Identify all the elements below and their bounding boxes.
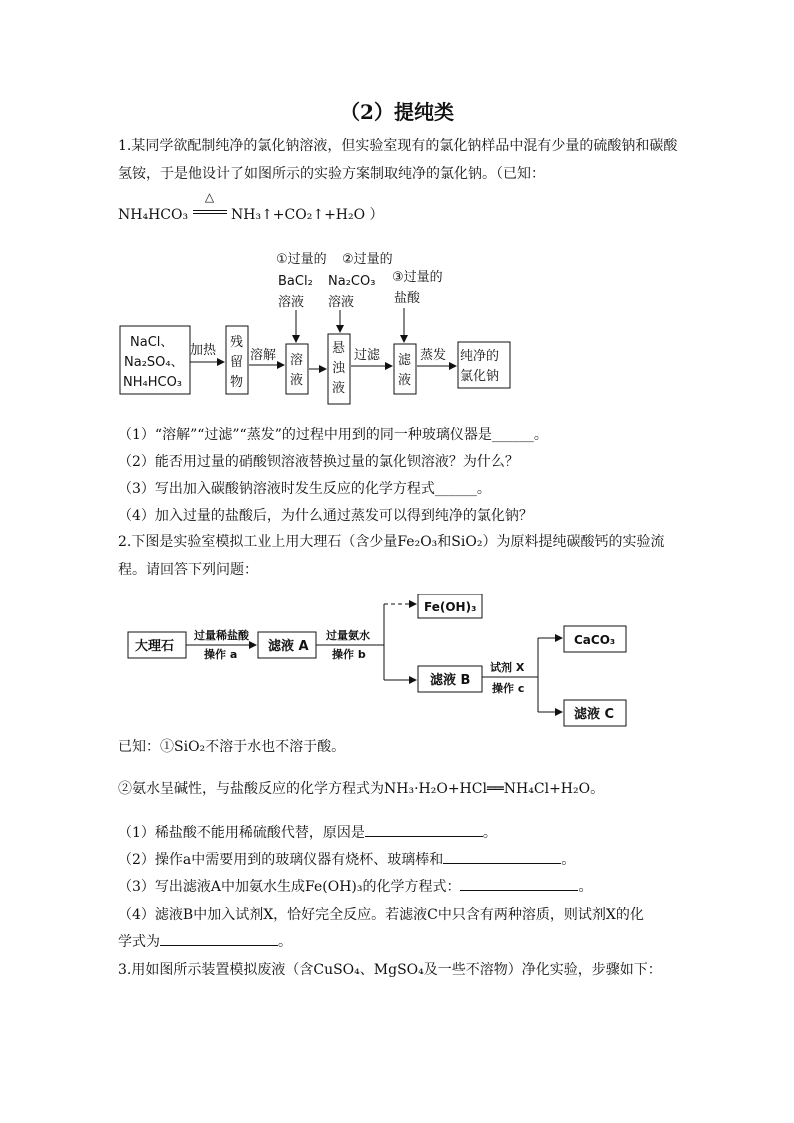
filtrate-char-1: 滤 <box>398 353 412 368</box>
step2-reagent: 过量氨水 <box>326 629 370 642</box>
reagent3-label: ③过量的 <box>392 270 443 285</box>
start-line-1: NaCl、 <box>130 335 174 350</box>
start-line-2: Na₂SO₄、 <box>124 355 184 370</box>
reagent2-label: ②过量的 <box>342 252 393 267</box>
reagent2-form: 溶液 <box>328 295 355 310</box>
reagent2-chem: Na₂CO₃ <box>328 274 376 289</box>
filtrate-c-label: 滤液 C <box>574 707 615 722</box>
q2-question-2-text: （2）操作a中需要用到的玻璃仪器有烧杯、玻璃棒和 <box>118 852 444 868</box>
q2-known-2: ②氨水呈碱性，与盐酸反应的化学方程式为NH₃·H₂O+HCl══NH₄Cl+H₂O。 <box>118 781 605 797</box>
q2-question-3 <box>118 876 592 896</box>
suspension-char-2: 浊 <box>332 361 346 376</box>
equation-close: ） <box>369 207 384 223</box>
q1-question-2: （2）能否用过量的硝酸钡溶液替换过量的氯化钡溶液？为什么？ <box>118 454 519 470</box>
suspension-char-3: 液 <box>332 381 346 396</box>
end-mark: 。 <box>482 825 497 841</box>
residue-char-2: 留 <box>230 355 244 370</box>
page-title: （2）提纯类 <box>340 100 454 124</box>
q2-intro: 2.下图是实验室模拟工业上用大理石（含少量Fe₂O₃和SiO₂）为原料提纯碳酸钙的实验流程。请回答下列问题： <box>118 534 665 578</box>
answer-blank[interactable] <box>160 931 278 946</box>
end-mark: 。 <box>561 852 576 868</box>
step-evaporate: 蒸发 <box>420 348 447 363</box>
q2-question-1 <box>118 822 497 842</box>
q1-intro: 1.某同学欲配制纯净的氯化钠溶液，但实验室现有的氯化钠样品中混有少量的硫酸钠和碳酸氢铵，于是他设计了如图所示的实验方案制取纯净的氯化钠。（已知： <box>118 138 678 182</box>
step-heat: 加热 <box>190 343 217 358</box>
q1-question-3: （3）写出加入碳酸钠溶液时发生反应的化学方程式______。 <box>118 481 491 497</box>
residue-char-3: 物 <box>230 375 244 390</box>
equation-condition-arrow <box>193 190 227 214</box>
solution-char-1: 溶 <box>290 353 304 368</box>
end-line-1: 纯净的 <box>460 349 500 364</box>
q2-question-3-text: （3）写出滤液A中加氨水生成Fe(OH)₃的化学方程式： <box>118 879 461 895</box>
end-line-2: 氯化钠 <box>460 369 500 384</box>
step3-operation: 操作 c <box>492 682 525 695</box>
q2-question-4-text: 学式为 <box>118 934 160 950</box>
step1-reagent: 过量稀盐酸 <box>194 629 249 642</box>
reagent1-chem: BaCl₂ <box>278 274 313 289</box>
answer-blank[interactable] <box>365 822 483 837</box>
q2-flowchart <box>118 594 638 730</box>
heat-condition: △ <box>204 190 215 204</box>
answer-blank[interactable] <box>443 849 561 864</box>
reagent1-label: ①过量的 <box>276 252 327 267</box>
step3-reagent: 试剂 X <box>490 661 525 674</box>
q1-flowchart <box>110 248 530 408</box>
step-dissolve: 溶解 <box>250 348 277 363</box>
end-mark: 。 <box>578 879 593 895</box>
solution-char-2: 液 <box>290 373 304 388</box>
q2-question-2 <box>118 849 575 869</box>
q2-question-1-text: （1）稀盐酸不能用稀硫酸代替，原因是 <box>118 825 365 841</box>
q2-known-1: 已知：①SiO₂不溶于水也不溶于酸。 <box>118 739 346 755</box>
filtrate-b-label: 滤液 B <box>430 673 471 688</box>
caco3-label: CaCO₃ <box>574 633 616 647</box>
q1-equation <box>118 190 384 224</box>
filtrate-char-2: 液 <box>398 373 412 388</box>
step1-operation: 操作 a <box>204 648 238 661</box>
residue-char-1: 残 <box>230 335 244 350</box>
q3-intro: 3.用如图所示装置模拟废液（含CuSO₄、MgSO₄及一些不溶物）净化实验，步骤如下： <box>118 962 662 978</box>
end-mark: 。 <box>278 934 292 950</box>
answer-blank[interactable] <box>460 876 578 891</box>
suspension-char-1: 悬 <box>332 341 346 356</box>
q2-question-4-line-1: （4）滤液B中加入试剂X，恰好完全反应。若滤液C中只含有两种溶质，则试剂X的化 <box>118 907 644 923</box>
equation-products: NH₃↑+CO₂↑+H₂O <box>231 207 366 223</box>
q1-question-1: （1）“溶解”“过滤”“蒸发”的过程中用到的同一种玻璃仪器是______。 <box>118 427 548 443</box>
reagent1-form: 溶液 <box>278 295 305 310</box>
reagent3-chem: 盐酸 <box>394 291 421 306</box>
q1-question-4: （4）加入过量的盐酸后，为什么通过蒸发可以得到纯净的氯化钠？ <box>118 508 533 524</box>
equation-reactant: NH₄HCO₃ <box>118 207 189 223</box>
step2-operation: 操作 b <box>332 648 366 661</box>
marble-label: 大理石 <box>135 639 175 654</box>
step-filter: 过滤 <box>354 348 381 363</box>
q2-question-4-line-2 <box>118 931 292 951</box>
fe-oh3-label: Fe(OH)₃ <box>424 600 477 614</box>
filtrate-a-label: 滤液 A <box>268 639 309 654</box>
start-line-3: NH₄HCO₃ <box>123 375 183 390</box>
